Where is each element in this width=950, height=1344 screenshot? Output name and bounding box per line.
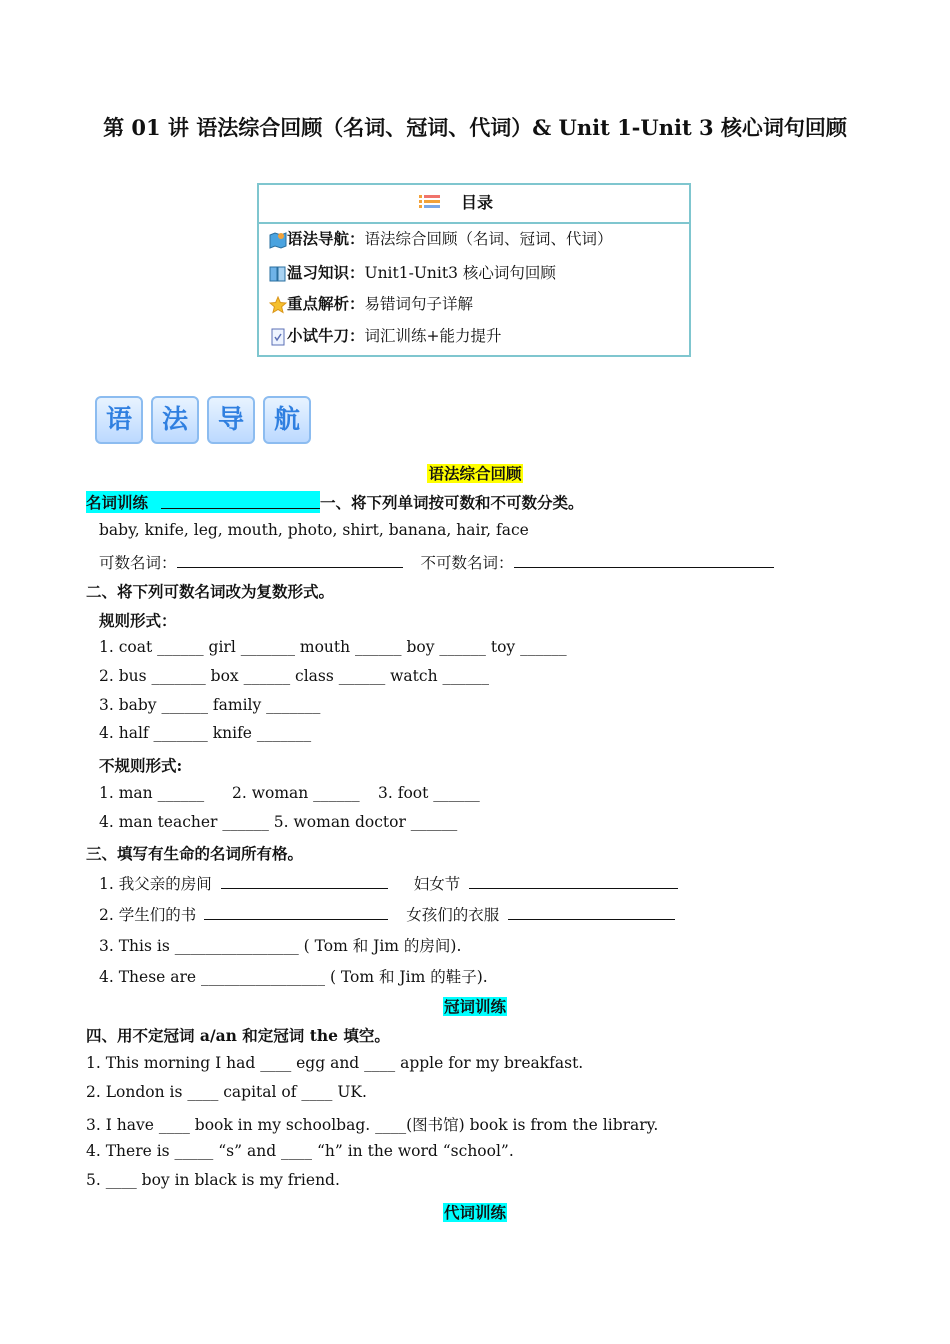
toc-item-grammar: 语法导航：语法综合回顾（名词、冠词、代词） [269,227,613,249]
q2-heading: 二、将下列可数名词改为复数形式。 [86,582,335,601]
section-heading: 语法综合回顾 [428,464,522,483]
map-icon [269,231,287,249]
q1-heading: 一、将下列单词按可数和不可数分类。 [320,493,584,512]
q4-heading: 四、用不定冠词 a/an 和定冠词 the 填空。 [86,1026,390,1045]
table-of-contents [257,183,691,357]
page-title: 第 01 讲 语法综合回顾（名词、冠词、代词）& Unit 1-Unit 3 核心词句回顾 [103,115,847,140]
q2-irregular-line-2: 4. man teacher ______ 5. woman doctor ______ [99,813,458,831]
banner-tile-2: 法 [151,396,199,444]
toc-item-review: 温习知识：Unit1-Unit3 核心词句回顾 [269,261,556,283]
toc-item-practice: 小试牛刀：词汇训练+能力提升 [269,324,502,346]
q1-words: baby, knife, leg, mouth, photo, shirt, banana, hair, face [99,521,529,539]
q2-regular-label: 规则形式： [99,611,177,630]
q3-line-3: 3. This is ________________ ( Tom 和 Jim 的房间). [99,937,462,955]
noun-training-row [86,491,584,513]
q4-line-4: 4. There is _____ “s” and ____ “h” in the word “school”. [86,1142,514,1160]
q2-regular-line-4: 4. half _______ knife _______ [99,724,312,742]
q4-line-2: 2. London is ____ capital of ____ UK. [86,1083,367,1101]
banner-tile-1: 语 [95,396,143,444]
document-icon [269,328,287,346]
pronoun-heading: 代词训练 [443,1203,506,1222]
banner-tile-4: 航 [263,396,311,444]
list-icon [419,194,441,210]
q2-irregular-label: 不规则形式: [99,756,183,775]
q3-line-1: 1. 我父亲的房间 妇女节 [99,872,678,894]
q2-regular-line-3: 3. baby ______ family _______ [99,696,321,714]
banner-tile-3: 导 [207,396,255,444]
q2-irregular-3: 3. foot ______ [378,784,480,802]
noun-training-label: 名词训练 [86,491,320,513]
q4-line-1: 1. This morning I had ____ egg and ____ apple for my breakfast. [86,1054,584,1072]
toc-title: 目录 [461,193,494,212]
q3-heading: 三、填写有生命的名词所有格。 [86,844,304,863]
q4-line-5: 5. ____ boy in black is my friend. [86,1171,340,1189]
star-icon [269,296,287,314]
toc-header [259,185,689,224]
q2-regular-line-2: 2. bus _______ box ______ class ______ watch ______ [99,667,489,685]
book-icon [269,265,287,283]
q2-irregular-2: 2. woman ______ [232,784,360,802]
noun-label-underline [161,508,320,509]
q4-line-3: 3. I have ____ book in my schoolbag. ____(图书馆) book is from the library. [86,1116,659,1134]
q2-irregular-1: 1. man ______ [99,784,205,802]
q2-regular-line-1: 1. coat ______ girl _______ mouth ______ boy ______ toy ______ [99,638,567,656]
article-heading: 冠词训练 [443,997,506,1016]
q3-line-2: 2. 学生们的书 女孩们的衣服 [99,903,675,925]
q1-answer-row: 可数名词： 不可数名词： [99,551,774,573]
q3-line-4: 4. These are ________________ ( Tom 和 Jim 的鞋子). [99,968,488,986]
toc-item-analysis: 重点解析：易错词句子详解 [269,292,473,314]
